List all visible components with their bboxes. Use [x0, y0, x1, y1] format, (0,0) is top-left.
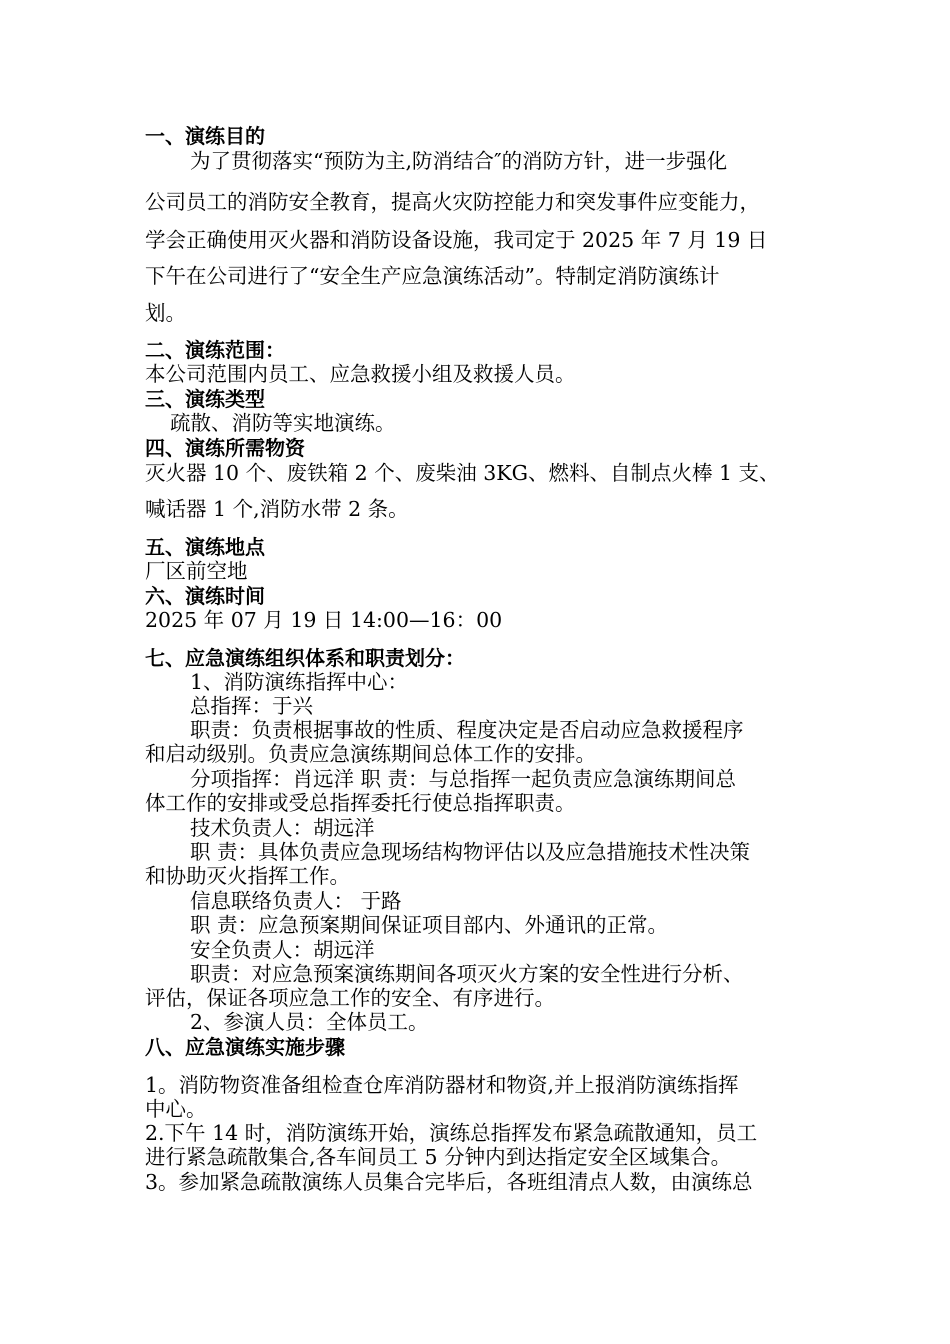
paragraph-line: 评估，保证各项应急工作的安全、有序进行。 [145, 986, 555, 1010]
section-2-heading: 二、演练范围： [145, 338, 285, 362]
section-7-heading: 七、应急演练组织体系和职责划分： [145, 646, 465, 670]
paragraph-line: 总指挥：于兴 [190, 694, 313, 718]
paragraph-line: 喊话器 1 个,消防水带 2 条。 [145, 497, 409, 521]
paragraph-line: 疏散、消防等实地演练。 [170, 411, 396, 435]
section-6-heading: 六、演练时间 [145, 584, 265, 608]
section-3-heading: 三、演练类型 [145, 387, 265, 411]
paragraph-line: 本公司范围内员工、应急救援小组及救援人员。 [145, 362, 576, 386]
paragraph-line: 和启动级别。负责应急演练期间总体工作的安排。 [145, 742, 596, 766]
paragraph-line: 下午在公司进行了“安全生产应急演练活动”。特制定消防演练计 [145, 264, 720, 288]
paragraph-line: 厂区前空地 [145, 559, 248, 583]
paragraph-line: 3。参加紧急疏散演练人员集合完毕后，各班组清点人数，由演练总 [145, 1170, 753, 1194]
section-8-heading: 八、应急演练实施步骤 [145, 1035, 345, 1059]
paragraph-line: 学会正确使用灭火器和消防设备设施，我司定于 2025 年 7 月 19 日 [145, 228, 768, 252]
paragraph-line: 为了贯彻落实“预防为主,防消结合″的消防方针，进一步强化 [190, 149, 728, 173]
paragraph-line: 2025 年 07 月 19 日 14:00—16：00 [145, 608, 503, 632]
paragraph-line: 2、参演人员：全体员工。 [190, 1010, 429, 1034]
paragraph-line: 职 责：应急预案期间保证项目部内、外通讯的正常。 [190, 913, 669, 937]
section-5-heading: 五、演练地点 [145, 535, 265, 559]
paragraph-line: 1。消防物资准备组检查仓库消防器材和物资,并上报消防演练指挥 [145, 1073, 739, 1097]
paragraph-line: 1、消防演练指挥中心： [190, 670, 409, 694]
paragraph-line: 体工作的安排或受总指挥委托行使总指挥职责。 [145, 791, 576, 815]
paragraph-line: 职责：对应急预案演练期间各项灭火方案的安全性进行分析、 [190, 962, 744, 986]
paragraph-line: 公司员工的消防安全教育，提高火灾防控能力和突发事件应变能力， [145, 190, 760, 214]
paragraph-line: 2.下午 14 时，消防演练开始，演练总指挥发布紧急疏散通知，员工 [145, 1121, 758, 1145]
paragraph-line: 和协助灭火指挥工作。 [145, 864, 350, 888]
paragraph-line: 划。 [145, 301, 186, 325]
paragraph-line: 信息联络负责人： 于路 [190, 889, 402, 913]
paragraph-line: 安全负责人：胡远洋 [190, 938, 375, 962]
paragraph-line: 中心。 [145, 1097, 207, 1121]
section-4-heading: 四、演练所需物资 [145, 436, 305, 460]
paragraph-line: 职 责：具体负责应急现场结构物评估以及应急措施技术性决策 [190, 840, 751, 864]
paragraph-line: 进行紧急疏散集合,各车间员工 5 分钟内到达指定安全区域集合。 [145, 1145, 732, 1169]
paragraph-line: 分项指挥：肖远洋 职 责：与总指挥一起负责应急演练期间总 [190, 767, 737, 791]
paragraph-line: 技术负责人：胡远洋 [190, 816, 375, 840]
section-1-heading: 一、演练目的 [145, 124, 265, 148]
paragraph-line: 职责：负责根据事故的性质、程度决定是否启动应急救援程序 [190, 718, 744, 742]
paragraph-line: 灭火器 10 个、废铁箱 2 个、废柴油 3KG、燃料、自制点火棒 1 支、 [145, 461, 780, 485]
